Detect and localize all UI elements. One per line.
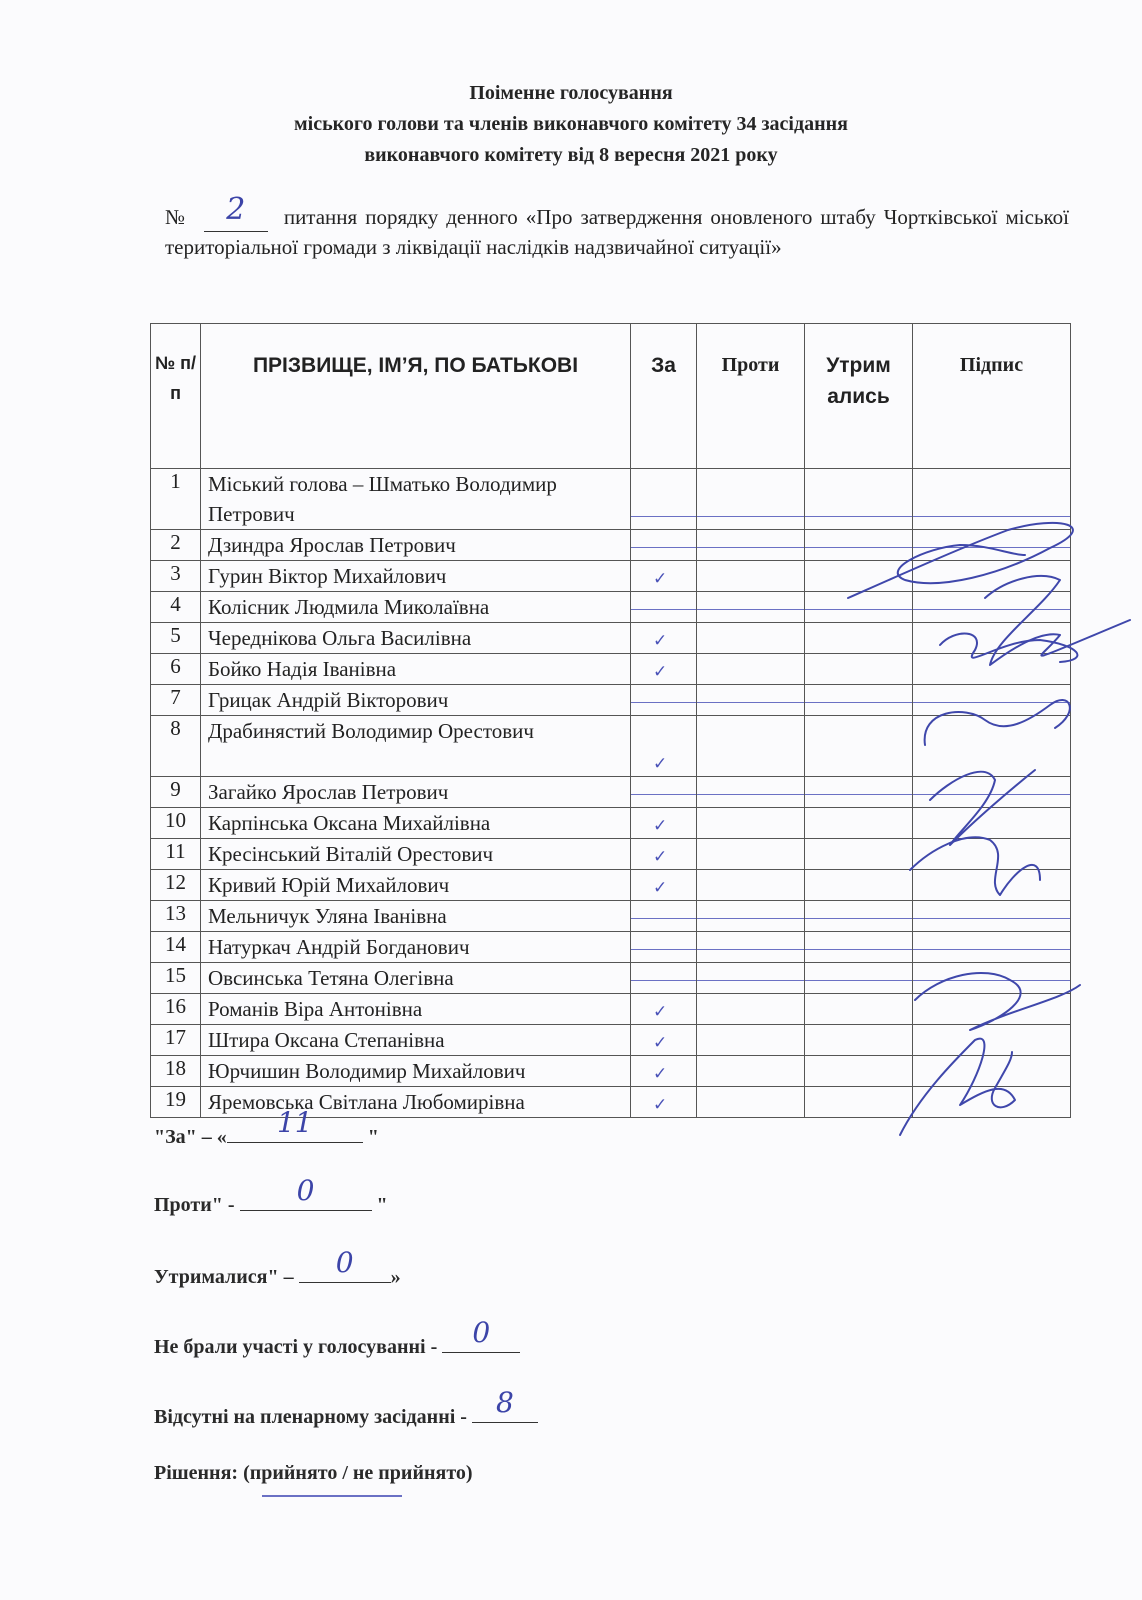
cell-signature xyxy=(913,1056,1071,1087)
summary-abstained-value: 0 xyxy=(335,1246,354,1279)
row-number: 8 xyxy=(151,716,201,777)
absent-strike-line xyxy=(697,609,804,610)
absent-strike-line xyxy=(805,980,912,981)
cell-for xyxy=(631,932,697,963)
title-line-1: Поіменне голосування xyxy=(469,82,673,104)
table-row xyxy=(151,1056,1071,1087)
summary-for-value: 11 xyxy=(276,1106,313,1139)
cell-for xyxy=(631,963,697,994)
summary-for-close: " xyxy=(362,1126,379,1148)
row-number: 6 xyxy=(151,654,201,685)
table-row xyxy=(151,654,1071,685)
vote-tick-icon: ✓ xyxy=(653,1033,668,1053)
cell-signature xyxy=(913,901,1071,932)
cell-against xyxy=(697,530,805,561)
decision-underline xyxy=(262,1495,402,1497)
summary-for-field xyxy=(227,1106,363,1143)
cell-abstained xyxy=(805,530,913,561)
title-line-3: виконавчого комітету від 8 вересня 2021 року xyxy=(364,144,778,166)
cell-abstained xyxy=(805,469,913,530)
cell-signature xyxy=(913,808,1071,839)
absent-strike-line xyxy=(697,949,804,950)
summary-absent-label: Відсутні на пленарному засіданні - xyxy=(154,1406,472,1428)
cell-abstained xyxy=(805,654,913,685)
header-abstained: Утрим ались xyxy=(805,324,913,469)
row-number: 9 xyxy=(151,777,201,808)
summary-decision xyxy=(154,1462,473,1485)
cell-for xyxy=(631,808,697,839)
cell-signature xyxy=(913,994,1071,1025)
summary-abstained-close: » xyxy=(390,1266,401,1288)
absent-strike-line xyxy=(697,547,804,548)
member-name: Загайко Ярослав Петрович xyxy=(201,777,631,808)
member-name: Романів Віра Антонівна xyxy=(201,994,631,1025)
cell-abstained xyxy=(805,901,913,932)
summary-against-field xyxy=(240,1174,372,1211)
cell-abstained xyxy=(805,932,913,963)
question-number-field xyxy=(204,192,268,232)
cell-abstained xyxy=(805,963,913,994)
cell-against xyxy=(697,561,805,592)
absent-strike-line xyxy=(697,516,804,517)
absent-strike-line xyxy=(631,516,696,517)
cell-against xyxy=(697,963,805,994)
absent-strike-line xyxy=(913,547,1070,548)
absent-strike-line xyxy=(631,547,696,548)
absent-strike-line xyxy=(913,980,1070,981)
member-name: Череднікова Ольга Василівна xyxy=(201,623,631,654)
absent-strike-line xyxy=(805,609,912,610)
agenda-question xyxy=(165,192,1070,262)
absent-strike-line xyxy=(805,949,912,950)
table-row xyxy=(151,839,1071,870)
vote-table-body xyxy=(151,469,1071,1118)
cell-for xyxy=(631,530,697,561)
cell-signature xyxy=(913,870,1071,901)
cell-signature xyxy=(913,623,1071,654)
row-number: 12 xyxy=(151,870,201,901)
table-row xyxy=(151,623,1071,654)
cell-against xyxy=(697,777,805,808)
cell-signature xyxy=(913,1087,1071,1118)
cell-signature xyxy=(913,654,1071,685)
member-name: Карпінська Оксана Михайлівна xyxy=(201,808,631,839)
header-for: За xyxy=(631,324,697,469)
cell-abstained xyxy=(805,777,913,808)
table-row xyxy=(151,469,1071,530)
member-name: Бойко Надія Іванівна xyxy=(201,654,631,685)
cell-signature xyxy=(913,932,1071,963)
member-name: Драбинястий Володимир Орестович xyxy=(201,716,631,777)
absent-strike-line xyxy=(631,794,696,795)
cell-signature xyxy=(913,963,1071,994)
summary-not-voted-field xyxy=(442,1316,520,1353)
cell-against xyxy=(697,685,805,716)
absent-strike-line xyxy=(631,949,696,950)
question-number: 2 xyxy=(226,192,246,227)
cell-against xyxy=(697,901,805,932)
summary-absent-field xyxy=(472,1386,538,1423)
cell-abstained xyxy=(805,716,913,777)
table-row xyxy=(151,932,1071,963)
cell-for xyxy=(631,870,697,901)
absent-strike-line xyxy=(697,980,804,981)
summary-absent xyxy=(154,1386,538,1429)
cell-for xyxy=(631,1025,697,1056)
member-name: Гурин Віктор Михайлович xyxy=(201,561,631,592)
header-num: № п/п xyxy=(151,324,201,469)
table-row xyxy=(151,1025,1071,1056)
member-name: Міський голова – Шматько Володимир Петрович xyxy=(201,469,631,530)
row-number: 14 xyxy=(151,932,201,963)
absent-strike-line xyxy=(697,794,804,795)
cell-for xyxy=(631,685,697,716)
summary-abstained-field xyxy=(299,1246,391,1283)
member-name: Яремовська Світлана Любомирівна xyxy=(201,1087,631,1118)
question-text: питання порядку денного «Про затвердження оновленого штабу Чортківської міської територіальної громади з ліквідації наслідків надзвичайної ситуації» xyxy=(165,205,1070,259)
absent-strike-line xyxy=(805,702,912,703)
table-row xyxy=(151,963,1071,994)
row-number: 2 xyxy=(151,530,201,561)
cell-signature xyxy=(913,469,1071,530)
cell-for xyxy=(631,839,697,870)
cell-against xyxy=(697,994,805,1025)
vote-table xyxy=(150,323,1071,1118)
member-name: Натуркач Андрій Богданович xyxy=(201,932,631,963)
vote-tick-icon: ✓ xyxy=(653,816,668,836)
summary-for xyxy=(154,1106,379,1149)
summary-against xyxy=(154,1174,388,1217)
cell-for xyxy=(631,994,697,1025)
absent-strike-line xyxy=(913,949,1070,950)
absent-strike-line xyxy=(697,918,804,919)
table-row xyxy=(151,994,1071,1025)
cell-for xyxy=(631,777,697,808)
table-row xyxy=(151,870,1071,901)
table-row xyxy=(151,808,1071,839)
member-name: Мельничук Уляна Іванівна xyxy=(201,901,631,932)
vote-tick-icon: ✓ xyxy=(653,662,668,682)
row-number: 17 xyxy=(151,1025,201,1056)
cell-for xyxy=(631,561,697,592)
cell-against xyxy=(697,808,805,839)
cell-for xyxy=(631,1087,697,1118)
member-name: Овсинська Тетяна Олегівна xyxy=(201,963,631,994)
cell-against xyxy=(697,623,805,654)
cell-against xyxy=(697,654,805,685)
row-number: 5 xyxy=(151,623,201,654)
cell-abstained xyxy=(805,592,913,623)
vote-tick-icon: ✓ xyxy=(653,847,668,867)
member-name: Штира Оксана Степанівна xyxy=(201,1025,631,1056)
absent-strike-line xyxy=(631,918,696,919)
absent-strike-line xyxy=(631,980,696,981)
cell-for xyxy=(631,716,697,777)
absent-strike-line xyxy=(631,702,696,703)
cell-signature xyxy=(913,561,1071,592)
table-row xyxy=(151,716,1071,777)
row-number: 18 xyxy=(151,1056,201,1087)
vote-tick-icon: ✓ xyxy=(653,569,668,589)
cell-for xyxy=(631,654,697,685)
summary-abstained-label: Утрималися" – xyxy=(154,1266,299,1288)
cell-signature xyxy=(913,685,1071,716)
member-name: Юрчишин Володимир Михайлович xyxy=(201,1056,631,1087)
cell-signature xyxy=(913,1025,1071,1056)
absent-strike-line xyxy=(805,918,912,919)
summary-not-voted-label: Не брали участі у голосуванні - xyxy=(154,1336,443,1358)
document-header xyxy=(0,78,1142,171)
cell-abstained xyxy=(805,839,913,870)
cell-signature xyxy=(913,592,1071,623)
cell-against xyxy=(697,716,805,777)
table-row xyxy=(151,561,1071,592)
row-number: 16 xyxy=(151,994,201,1025)
row-number: 4 xyxy=(151,592,201,623)
summary-abstained xyxy=(154,1246,401,1289)
absent-strike-line xyxy=(913,794,1070,795)
absent-strike-line xyxy=(913,918,1070,919)
vote-tick-icon: ✓ xyxy=(653,1002,668,1022)
absent-strike-line xyxy=(805,516,912,517)
summary-decision-label: Рішення: (прийнято / не прийнято) xyxy=(154,1462,473,1484)
table-row xyxy=(151,592,1071,623)
row-number: 13 xyxy=(151,901,201,932)
summary-absent-value: 8 xyxy=(496,1386,514,1419)
table-row xyxy=(151,685,1071,716)
cell-for xyxy=(631,623,697,654)
cell-signature xyxy=(913,530,1071,561)
summary-not-voted xyxy=(154,1316,520,1359)
cell-against xyxy=(697,932,805,963)
header-name: ПРІЗВИЩЕ, ІМ’Я, ПО БАТЬКОВІ xyxy=(201,324,631,469)
table-row xyxy=(151,777,1071,808)
summary-against-label: Проти" - xyxy=(154,1194,240,1216)
cell-abstained xyxy=(805,1025,913,1056)
summary-not-voted-value: 0 xyxy=(472,1316,491,1349)
header-signature: Підпис xyxy=(913,324,1071,469)
absent-strike-line xyxy=(631,609,696,610)
absent-strike-line xyxy=(805,547,912,548)
absent-strike-line xyxy=(697,702,804,703)
table-header-row xyxy=(151,324,1071,469)
cell-signature xyxy=(913,716,1071,777)
cell-for xyxy=(631,901,697,932)
cell-abstained xyxy=(805,623,913,654)
absent-strike-line xyxy=(913,702,1070,703)
cell-abstained xyxy=(805,994,913,1025)
summary-against-value: 0 xyxy=(296,1174,315,1207)
summary-against-close: " xyxy=(371,1194,388,1216)
cell-against xyxy=(697,870,805,901)
cell-against xyxy=(697,1087,805,1118)
cell-against xyxy=(697,592,805,623)
row-number: 11 xyxy=(151,839,201,870)
member-name: Кресінський Віталій Орестович xyxy=(201,839,631,870)
row-number: 15 xyxy=(151,963,201,994)
cell-for xyxy=(631,1056,697,1087)
absent-strike-line xyxy=(913,609,1070,610)
header-against: Проти xyxy=(697,324,805,469)
cell-against xyxy=(697,839,805,870)
table-row xyxy=(151,901,1071,932)
title-line-2: міського голови та членів виконавчого комітету 34 засідання xyxy=(294,113,848,135)
row-number: 1 xyxy=(151,469,201,530)
row-number: 10 xyxy=(151,808,201,839)
row-number: 3 xyxy=(151,561,201,592)
cell-abstained xyxy=(805,685,913,716)
cell-abstained xyxy=(805,1087,913,1118)
row-number: 19 xyxy=(151,1087,201,1118)
cell-against xyxy=(697,1025,805,1056)
summary-for-label: "За" – « xyxy=(154,1126,227,1148)
vote-tick-icon: ✓ xyxy=(653,1095,668,1115)
cell-for xyxy=(631,469,697,530)
absent-strike-line xyxy=(805,794,912,795)
cell-abstained xyxy=(805,808,913,839)
absent-strike-line xyxy=(913,516,1070,517)
row-number: 7 xyxy=(151,685,201,716)
vote-tick-icon: ✓ xyxy=(653,1064,668,1084)
member-name: Кривий Юрій Михайлович xyxy=(201,870,631,901)
vote-tick-icon: ✓ xyxy=(653,631,668,651)
cell-signature xyxy=(913,777,1071,808)
cell-abstained xyxy=(805,1056,913,1087)
cell-abstained xyxy=(805,561,913,592)
vote-tick-icon: ✓ xyxy=(653,754,668,774)
cell-abstained xyxy=(805,870,913,901)
table-row xyxy=(151,530,1071,561)
cell-against xyxy=(697,469,805,530)
vote-tick-icon: ✓ xyxy=(653,878,668,898)
cell-against xyxy=(697,1056,805,1087)
member-name: Дзиндра Ярослав Петрович xyxy=(201,530,631,561)
question-prefix: № xyxy=(165,205,188,229)
cell-for xyxy=(631,592,697,623)
cell-signature xyxy=(913,839,1071,870)
member-name: Колісник Людмила Миколаївна xyxy=(201,592,631,623)
member-name: Грицак Андрій Вікторович xyxy=(201,685,631,716)
